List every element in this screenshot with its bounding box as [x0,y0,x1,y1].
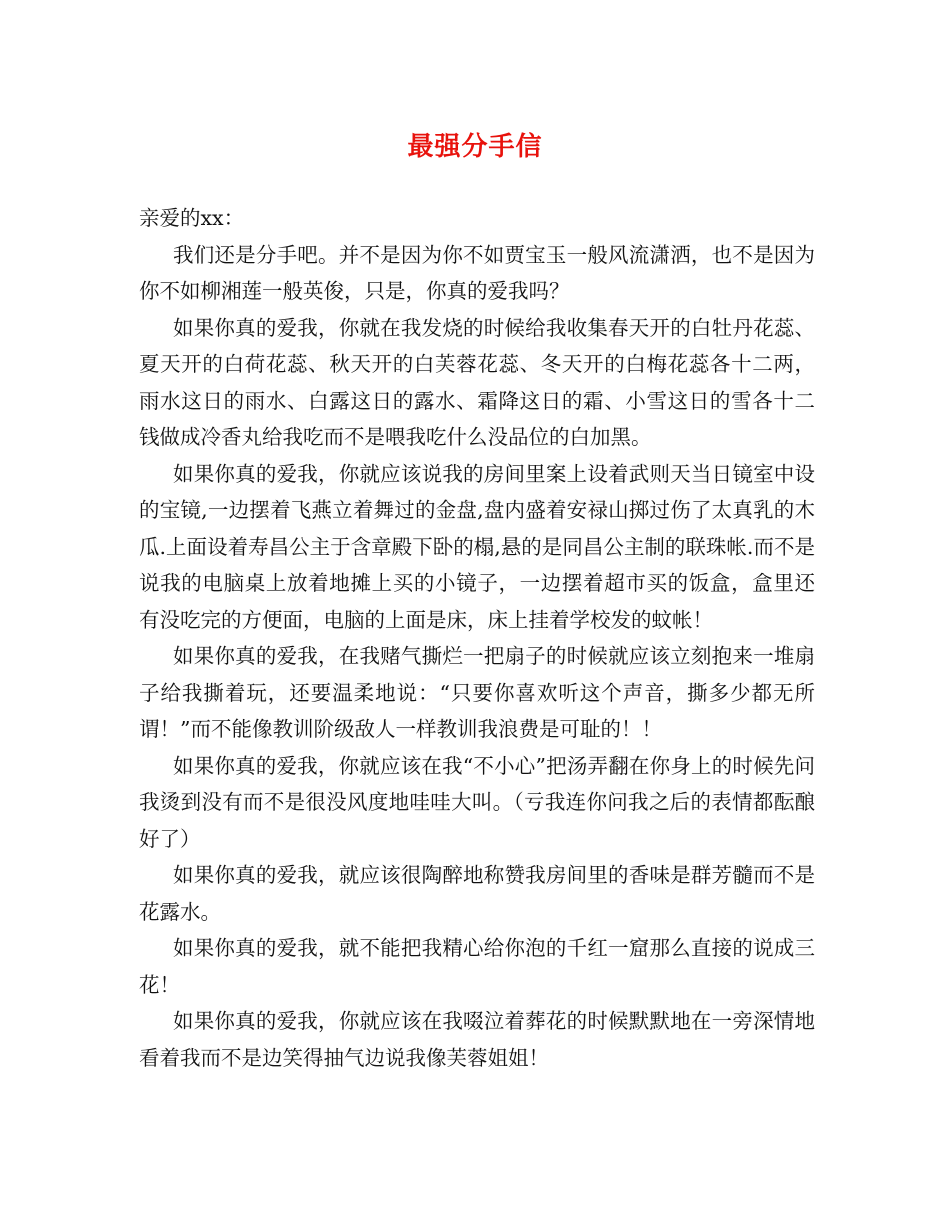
paragraph: 如果你真的爱我，在我赌气撕烂一把扇子的时候就应该立刻抱来一堆扇子给我撕着玩，还要温柔地说：“只要你喜欢听这个声音，撕多少都无所谓！”而不能像教训阶级敌人一样教训我浪费是可耻的！！ [139,644,815,741]
paragraph: 如果你真的爱我，你就应该在我啜泣着葬花的时候默默地在一旁深情地看着我而不是边笑得抽气边说我像芙蓉姐姐！ [139,1009,815,1070]
paragraph: 如果你真的爱我，就不能把我精心给你泡的千红一窟那么直接的说成三花！ [139,936,815,997]
paragraph: 如果你真的爱我，就应该很陶醉地称赞我房间里的香味是群芳髓而不是花露水。 [139,863,815,924]
paragraph: 如果你真的爱我，你就应该说我的房间里案上设着武则天当日镜室中设的宝镜,一边摆着飞燕立着舞过的金盘,盘内盛着安禄山掷过伤了太真乳的木瓜.上面设着寿昌公主于含章殿下卧的榻,悬的是同昌公主制的联珠帐.而不是说我的电脑桌上放着地摊上买的小镜子，一边摆着超市买的饭盒，盒里还有没吃完的方便面，电脑的上面是床，床上挂着学校发的蚊帐！ [139,461,815,632]
document-title: 最强分手信 [407,132,543,162]
salutation: 亲爱的xx： [139,206,245,230]
paragraph: 如果你真的爱我，你就应该在我“不小心”把汤弄翻在你身上的时候先问我烫到没有而不是很没风度地哇哇大叫。（亏我连你问我之后的表情都酝酿好了） [139,753,815,851]
paragraph: 如果你真的爱我，你就在我发烧的时候给我收集春天开的白牡丹花蕊、夏天开的白荷花蕊、秋天开的白芙蓉花蕊、冬天开的白梅花蕊各十二两，雨水这日的雨水、白露这日的露水、霜降这日的霜、小雪这日的雪各十二钱做成冷香丸给我吃而不是喂我吃什么没品位的白加黑。 [139,315,815,449]
letter-body [139,200,815,1076]
paragraph: 我们还是分手吧。并不是因为你不如贾宝玉一般风流潇洒，也不是因为你不如柳湘莲一般英俊，只是，你真的爱我吗？ [139,242,815,303]
